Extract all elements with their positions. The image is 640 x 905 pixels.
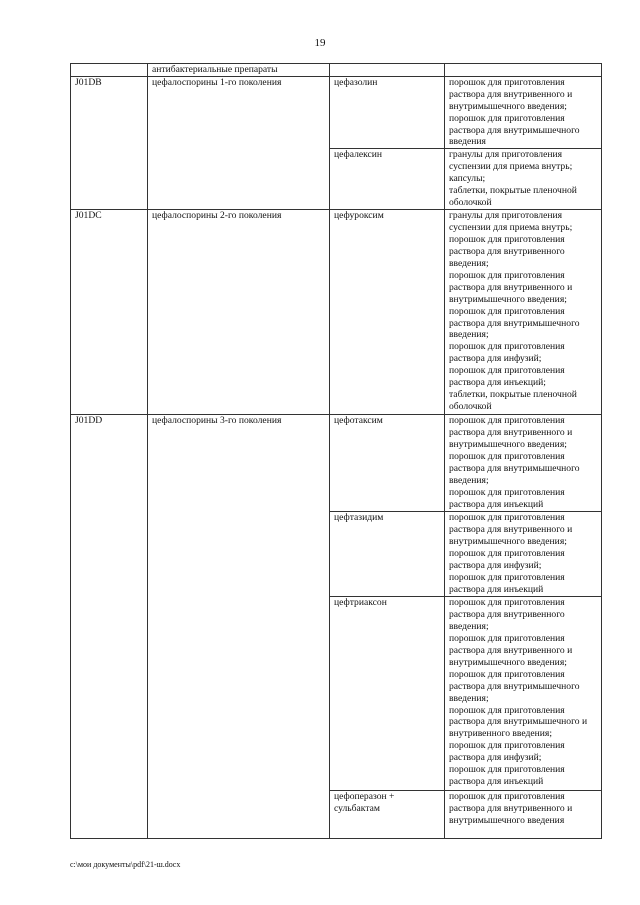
dosage-form-line: раствора для инъекций <box>449 583 544 595</box>
table-row <box>71 76 602 148</box>
dosage-form-line: раствора для инфузий; <box>449 353 542 365</box>
dosage-form-line: раствора для внутримышечного <box>449 317 580 329</box>
dosage-form-line: введения; <box>449 257 489 269</box>
dosage-forms-cell <box>445 597 602 791</box>
dosage-form-line: раствора для внутривенного и <box>449 281 573 293</box>
dosage-form-line: оболочкой <box>449 196 492 208</box>
dosage-form-line: раствора для внутривенного и <box>449 803 573 815</box>
dosage-form-line: суспензии для приема внутрь; <box>449 161 573 173</box>
dosage-form-line: внутримышечного введения <box>449 815 565 827</box>
dosage-form-line: порошок для приготовления <box>449 76 565 88</box>
atc-code-cell: J01DB <box>71 76 148 209</box>
dosage-form-line: порошок для приготовления <box>449 704 565 716</box>
dosage-form-line: внутривенного введения; <box>449 728 553 740</box>
drug-name-cell: цефтазидим <box>330 512 445 597</box>
table-row <box>71 415 602 512</box>
dosage-form-line: порошок для приготовления <box>449 740 565 752</box>
dosage-form-line: раствора для внутривенного <box>449 609 565 621</box>
dosage-form-line: внутримышечного введения; <box>449 536 567 548</box>
dosage-form-line: капсулы; <box>449 173 486 185</box>
dosage-form-line: раствора для внутривенного и <box>449 524 573 536</box>
dosage-form-line: порошок для приготовления <box>449 415 565 427</box>
dosage-form-line: порошок для приготовления <box>449 341 565 353</box>
dosage-forms-cell <box>445 76 602 148</box>
drug-name-cell: цефотаксим <box>330 415 445 512</box>
dosage-form-line: раствора для инфузий; <box>449 559 542 571</box>
dosage-form-line: раствора для внутримышечного <box>449 124 580 136</box>
group-name-cell: цефалоспорины 1-го поколения <box>148 76 330 209</box>
dosage-form-line: введения <box>449 136 486 148</box>
dosage-form-line: раствора для внутримышечного <box>449 462 580 474</box>
dosage-forms-cell <box>445 512 602 597</box>
table-row <box>71 210 602 415</box>
drug-name-cell: цефалексин <box>330 149 445 210</box>
dosage-form-line: порошок для приготовления <box>449 234 565 246</box>
dosage-forms-cell <box>445 791 602 839</box>
drug-name-cell <box>330 64 445 77</box>
group-name-cell: цефалоспорины 2-го поколения <box>148 210 330 415</box>
drug-name-cell: цефтриаксон <box>330 597 445 791</box>
dosage-forms-cell <box>445 64 602 77</box>
atc-code-cell: J01DD <box>71 415 148 839</box>
dosage-form-line: таблетки, покрытые пленочной <box>449 185 577 197</box>
file-path-footer: c:\мои документы\pdf\21-ш.docx <box>70 860 181 869</box>
dosage-form-line: введения; <box>449 692 489 704</box>
dosage-form-line: введения; <box>449 474 489 486</box>
dosage-form-line: порошок для приготовления <box>449 548 565 560</box>
group-name-cell: цефалоспорины 3-го поколения <box>148 415 330 839</box>
dosage-form-line: порошок для приготовления <box>449 512 565 524</box>
dosage-form-line: внутримышечного введения; <box>449 656 567 668</box>
dosage-form-line: раствора для внутривенного и <box>449 644 573 656</box>
dosage-form-line: гранулы для приготовления <box>449 210 563 222</box>
dosage-form-line: раствора для внутримышечного <box>449 680 580 692</box>
drug-name-cell: цефазолин <box>330 76 445 148</box>
dosage-form-line: порошок для приготовления <box>449 633 565 645</box>
dosage-form-line: раствора для внутривенного <box>449 246 565 258</box>
dosage-form-line: раствора для инъекций; <box>449 377 546 389</box>
dosage-form-line: порошок для приготовления <box>449 365 565 377</box>
dosage-form-line: раствора для внутривенного и <box>449 427 573 439</box>
dosage-form-line: порошок для приготовления <box>449 791 565 803</box>
drug-name-cell: цефоперазон + сульбактам <box>330 791 445 839</box>
dosage-form-line: порошок для приготовления <box>449 597 565 609</box>
dosage-form-line: раствора для инъекций <box>449 498 544 510</box>
dosage-form-line: порошок для приготовления <box>449 571 565 583</box>
dosage-form-line: суспензии для приема внутрь; <box>449 222 573 234</box>
page-number: 19 <box>314 37 326 49</box>
dosage-form-line: порошок для приготовления <box>449 486 565 498</box>
dosage-form-line: порошок для приготовления <box>449 269 565 281</box>
dosage-form-line: введения; <box>449 329 489 341</box>
dosage-form-line: оболочкой <box>449 400 492 412</box>
dosage-form-line: внутримышечного введения; <box>449 439 567 451</box>
drug-name-cell: цефуроксим <box>330 210 445 415</box>
dosage-form-line: порошок для приготовления <box>449 764 565 776</box>
dosage-form-line: порошок для приготовления <box>449 112 565 124</box>
dosage-form-line: порошок для приготовления <box>449 305 565 317</box>
dosage-form-line: раствора для внутривенного и <box>449 88 573 100</box>
dosage-forms-cell <box>445 149 602 210</box>
dosage-form-line: гранулы для приготовления <box>449 149 563 161</box>
dosage-form-line: введения; <box>449 621 489 633</box>
dosage-forms-cell <box>445 210 602 415</box>
dosage-form-line: раствора для инфузий; <box>449 752 542 764</box>
dosage-form-line: раствора для внутримышечного и <box>449 716 588 728</box>
table-row <box>71 64 602 77</box>
dosage-form-line: раствора для инъекций <box>449 775 544 787</box>
atc-code-cell: J01DC <box>71 210 148 415</box>
dosage-form-line: внутримышечного введения; <box>449 293 567 305</box>
dosage-form-line: порошок для приготовления <box>449 668 565 680</box>
dosage-form-line: порошок для приготовления <box>449 451 565 463</box>
drug-table <box>70 63 602 839</box>
group-name-cell: антибактериальные препараты <box>148 64 330 77</box>
atc-code-cell <box>71 64 148 77</box>
dosage-form-line: внутримышечного введения; <box>449 100 567 112</box>
dosage-forms-cell <box>445 415 602 512</box>
dosage-form-line: таблетки, покрытые пленочной <box>449 388 577 400</box>
